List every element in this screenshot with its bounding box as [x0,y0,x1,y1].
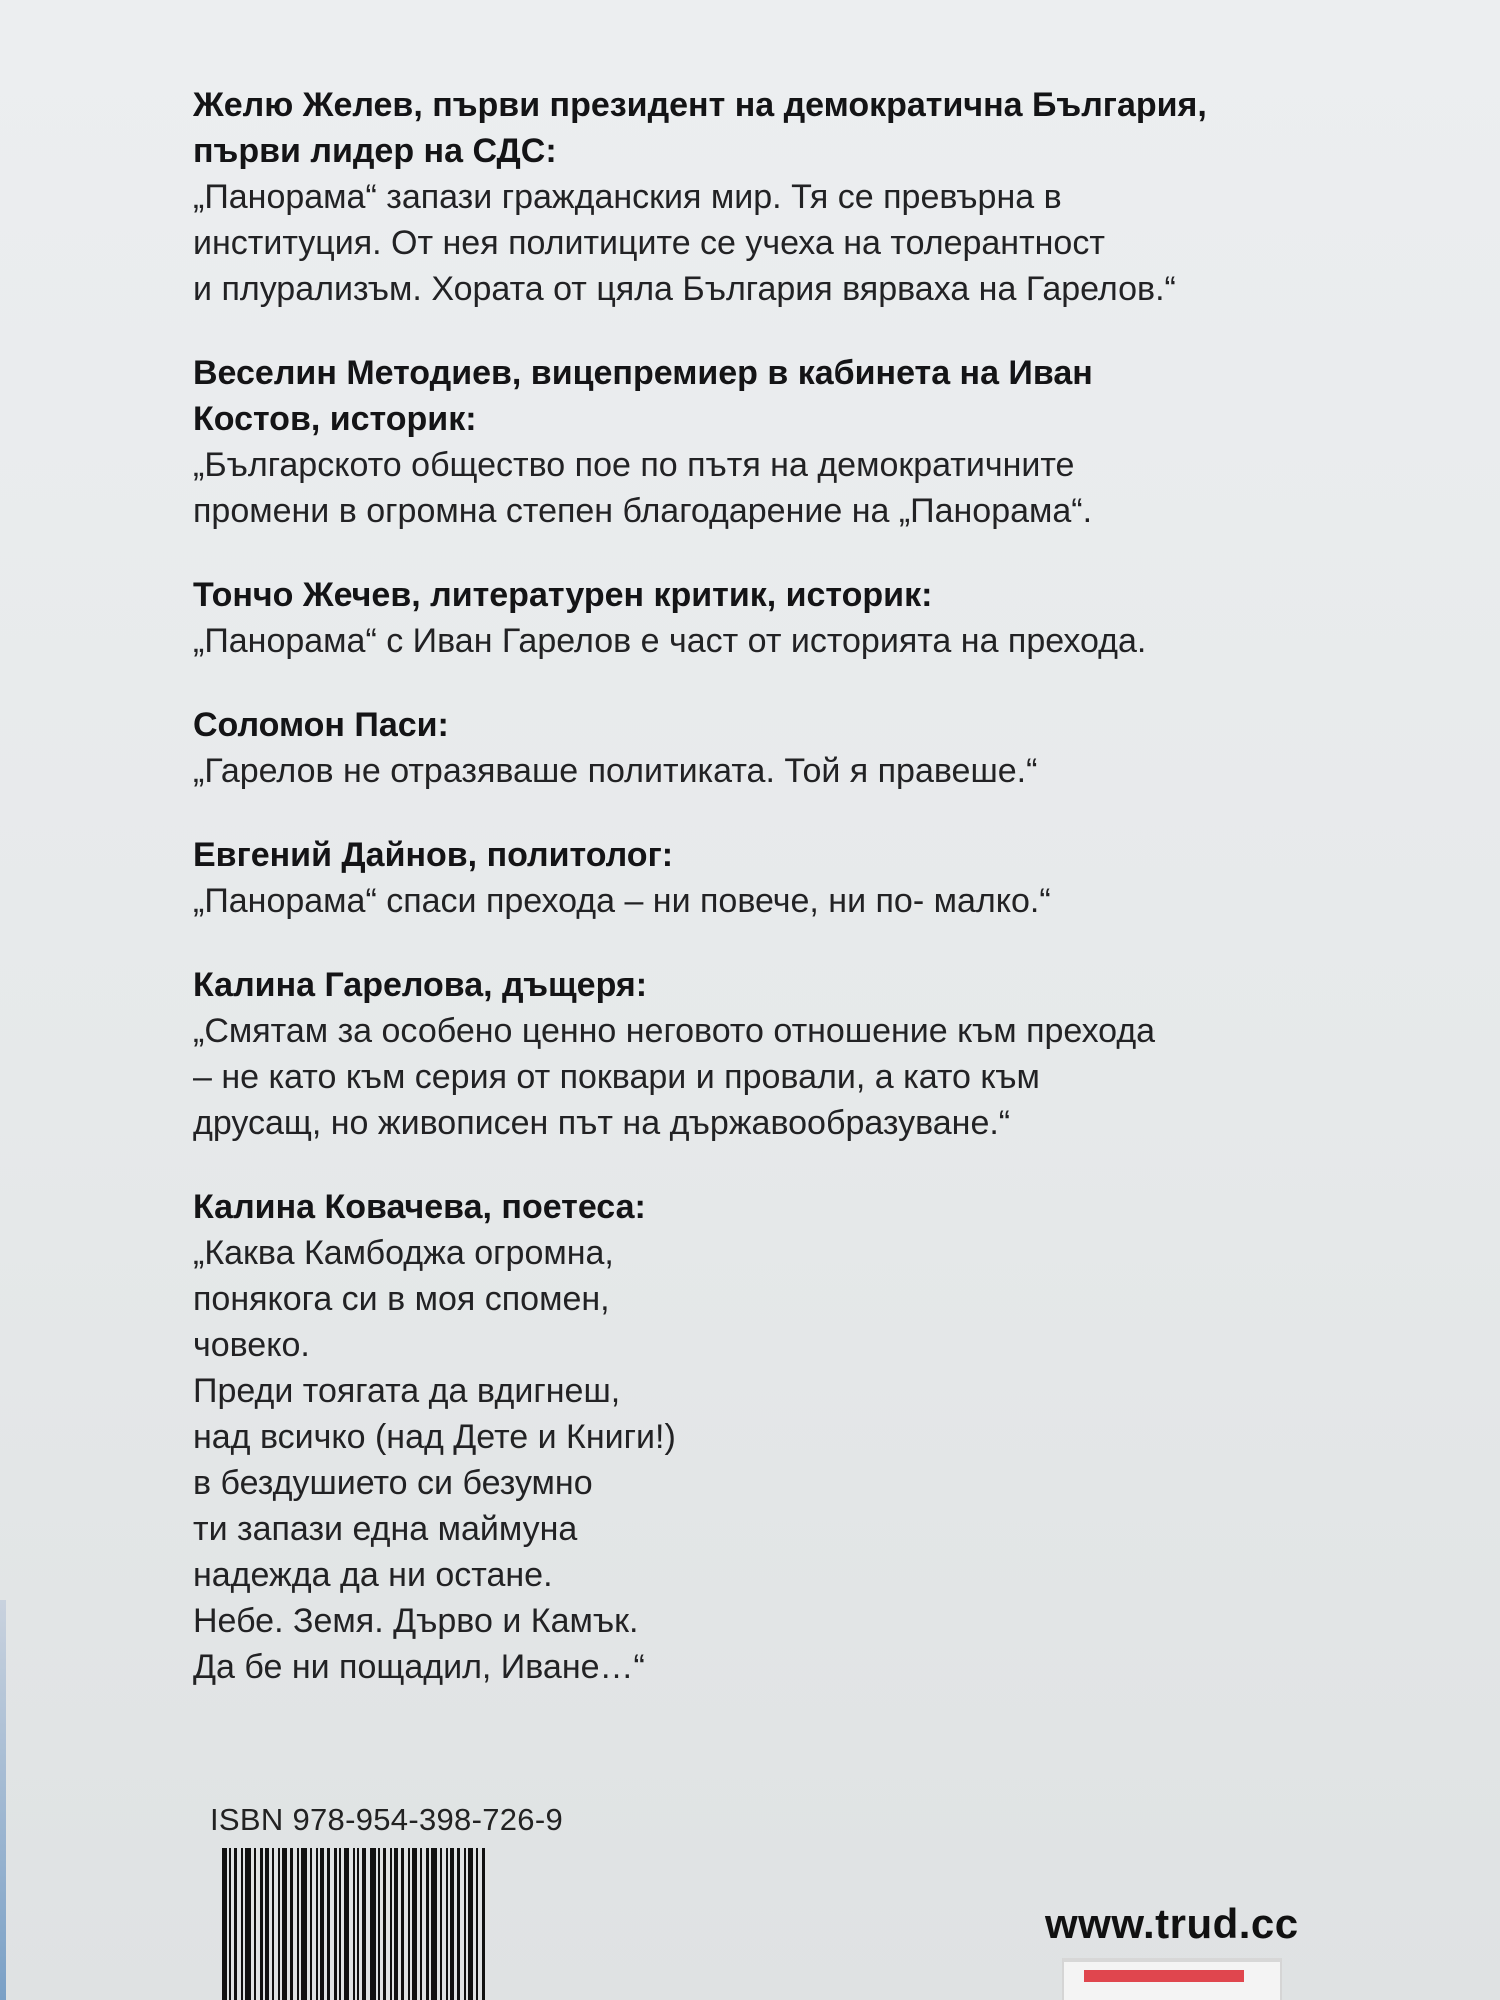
barcode-bar [426,1848,429,2000]
quote-author: Веселин Методиев, вицепремиер в кабинета на Иван Костов, историк: [193,354,1093,438]
barcode-bar [401,1848,404,2000]
isbn-label: ISBN 978-954-398-726-9 [210,1802,563,1837]
barcode-bar [394,1848,398,2000]
barcode-bar [353,1848,355,2000]
quotes-list [193,82,1353,1728]
barcode-bar [412,1848,417,2000]
barcode-bar [222,1848,227,2000]
barcode-bar [290,1848,293,2000]
barcode-bar [482,1848,485,2000]
barcode-bar [378,1848,380,2000]
barcode-bar [316,1848,318,2000]
barcode-bar [245,1848,251,2000]
barcode-bar [301,1848,307,2000]
quote-block [193,962,1353,1146]
barcode-bar [383,1848,386,2000]
quote-block [193,832,1353,924]
publisher-website: www.trud.cc [1045,1900,1299,1947]
barcode-bar [446,1848,448,2000]
barcode-bar [450,1848,454,2000]
price-sticker [1062,1958,1282,2000]
barcode-bar [476,1848,478,2000]
cover-edge [0,1600,6,2000]
quote-block [193,1184,1353,1690]
barcode-bar [420,1848,422,2000]
barcode-bar [327,1848,330,2000]
quote-author: Желю Желев, първи президент на демократична България, първи лидер на СДС: [193,86,1207,170]
barcode-bar [344,1848,349,2000]
quote-author: Евгений Дайнов, политолог: [193,836,674,874]
quote-text: „Българското общество пое по пътя на демократичните промени в огромна степен благодарение на „Панорама“. [193,446,1093,530]
quote-block [193,702,1353,794]
sticker-stripe [1084,1970,1244,1982]
quote-text: „Каква Камбоджа огромна, понякога си в моя спомен, човеко. Преди тоягата да вдигнеш, над всичко (над Дете и Книги!) в бездушието си безумно ти запази една маймуна надежда да ни остане. Небе. Земя. Дърво и Камък. Да бе ни пощадил, Иване…“ [193,1234,676,1686]
quote-author: Калина Ковачева, поетеса: [193,1188,646,1226]
barcode-bar [362,1848,366,2000]
barcode-bar [278,1848,280,2000]
quote-block [193,350,1353,534]
barcode-bar [440,1848,442,2000]
barcode-bar [464,1848,466,2000]
barcode-bar [241,1848,243,2000]
barcode-bar [265,1848,269,2000]
barcode-bar [320,1848,324,2000]
barcode-bar [370,1848,376,2000]
quote-text: „Смятам за особено ценно неговото отношение към прехода – не като към серия от поквари и провали, а като към друсащ, но живописен път на държавообразуване.“ [193,1012,1156,1142]
quote-author: Тончо Жечев, литературен критик, историк: [193,576,933,614]
barcode-bar [457,1848,460,2000]
barcode-icon [222,1848,567,2000]
barcode-bar [229,1848,231,2000]
barcode-bar [272,1848,274,2000]
quote-text: „Панорама“ с Иван Гарелов е част от историята на прехода. [193,622,1147,660]
barcode-bar [254,1848,256,2000]
barcode-bar [431,1848,437,2000]
quote-author: Калина Гарелова, дъщеря: [193,966,648,1004]
quote-block [193,82,1353,312]
barcode-bar [334,1848,337,2000]
quote-text: „Панорама“ запази гражданския мир. Тя се превърна в институция. От нея политиците се учеха на толерантност и плурализъм. Хората от цяла България вярваха на Гарелов.“ [193,178,1176,308]
barcode-bar [282,1848,287,2000]
barcode-bar [408,1848,410,2000]
quote-block [193,572,1353,664]
barcode-bar [357,1848,359,2000]
barcode-bar [234,1848,237,2000]
barcode-bar [297,1848,299,2000]
barcode-bar [390,1848,392,2000]
barcode-bar [468,1848,473,2000]
quote-author: Соломон Паси: [193,706,449,744]
quote-text: „Панорама“ спаси прехода – ни повече, ни по- малко.“ [193,882,1051,920]
barcode-bar [339,1848,341,2000]
barcode-bar [310,1848,312,2000]
quote-text: „Гарелов не отразяваше политиката. Той я правеше.“ [193,752,1038,790]
barcode-bar [260,1848,263,2000]
